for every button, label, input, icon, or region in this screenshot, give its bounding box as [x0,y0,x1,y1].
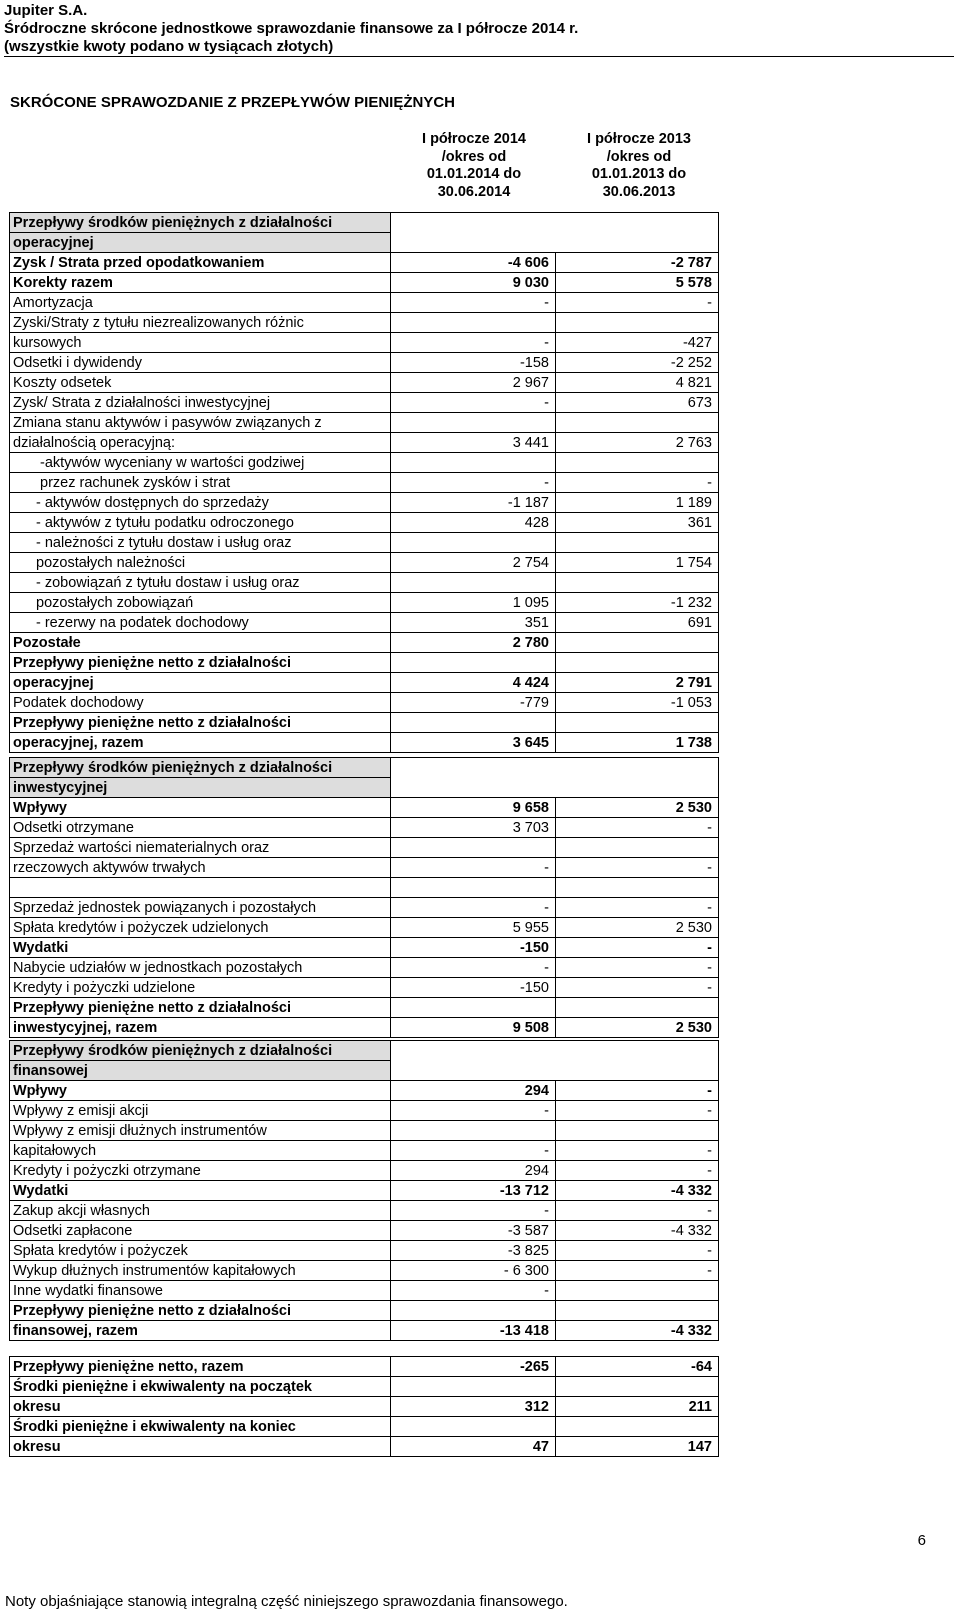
row-label: Zysk/ Strata z działalności inwestycyjnej [10,393,391,413]
row-label: Nabycie udziałów w jednostkach pozostałych [10,958,391,978]
value-h1-2013 [556,653,719,673]
table-row [10,1357,719,1377]
value-h1-2014 [391,878,556,898]
row-label: Wpływy z emisji dłużnych instrumentów [10,1121,391,1141]
section-heading-blank [391,758,719,798]
operating-cashflow-table [9,212,719,753]
table-row [10,473,719,493]
table-row [10,1261,719,1281]
value-h1-2013: 691 [556,613,719,633]
row-label: Odsetki i dywidendy [10,353,391,373]
row-label: Sprzedaż wartości niematerialnych oraz [10,838,391,858]
row-label: Wpływy z emisji akcji [10,1101,391,1121]
value-h1-2014: -779 [391,693,556,713]
value-h1-2013: - [556,1141,719,1161]
value-h1-2014: - [391,1101,556,1121]
row-label: Kredyty i pożyczki udzielone [10,978,391,998]
value-h1-2014: 294 [391,1161,556,1181]
value-h1-2014: 294 [391,1081,556,1101]
row-label: inwestycyjnej, razem [10,1018,391,1038]
value-h1-2013: - [556,1081,719,1101]
value-h1-2014 [391,1121,556,1141]
value-h1-2013: -1 053 [556,693,719,713]
row-label: -aktywów wyceniany w wartości godziwej [10,453,391,473]
table-row [10,553,719,573]
footer-note: Noty objaśniające stanowią integralną część niniejszego sprawozdania finansowego. [5,1593,568,1610]
table-row [10,633,719,653]
row-label: Wydatki [10,938,391,958]
row-label: Przepływy pieniężne netto, razem [10,1357,391,1377]
value-h1-2013: 2 763 [556,433,719,453]
value-h1-2013: - [556,978,719,998]
table-row [10,1201,719,1221]
table-row [10,693,719,713]
value-h1-2014: - 6 300 [391,1261,556,1281]
value-h1-2014 [391,1301,556,1321]
row-label: Zakup akcji własnych [10,1201,391,1221]
table-row [10,653,719,673]
row-label: - należności z tytułu dostaw i usług oraz [10,533,391,553]
table-row [10,818,719,838]
value-h1-2013: -64 [556,1357,719,1377]
row-label: Amortyzacja [10,293,391,313]
table-row [10,413,719,433]
row-label: Zyski/Straty z tytułu niezrealizowanych różnic [10,313,391,333]
value-h1-2013 [556,1281,719,1301]
row-label: pozostałych należności [10,553,391,573]
value-h1-2014 [391,1417,556,1437]
value-h1-2013 [556,413,719,433]
value-h1-2014: -150 [391,978,556,998]
row-label: Zmiana stanu aktywów i pasywów związanych z [10,413,391,433]
section-heading-row [10,213,719,233]
value-h1-2014: - [391,1201,556,1221]
column-header-line: 30.06.2013 [602,183,676,200]
row-label: Przepływy pieniężne netto z działalności [10,713,391,733]
table-row [10,1301,719,1321]
value-h1-2014: -150 [391,938,556,958]
value-h1-2014: 312 [391,1397,556,1417]
row-label: Spłata kredytów i pożyczek udzielonych [10,918,391,938]
row-label: - zobowiązań z tytułu dostaw i usług oraz [10,573,391,593]
value-h1-2014 [391,533,556,553]
column-header-line: /okres od [606,148,672,165]
table-row [10,1377,719,1397]
value-h1-2013: - [556,1161,719,1181]
value-h1-2013: 1 738 [556,733,719,753]
row-label: Przepływy pieniężne netto z działalności [10,1301,391,1321]
row-label: Sprzedaż jednostek powiązanych i pozostałych [10,898,391,918]
table-row [10,373,719,393]
value-h1-2013 [556,1377,719,1397]
value-h1-2014: 428 [391,513,556,533]
section-heading: operacyjnej [10,233,391,253]
row-label: Środki pieniężne i ekwiwalenty na początek [10,1377,391,1397]
value-h1-2014: - [391,333,556,353]
value-h1-2013: -1 232 [556,593,719,613]
value-h1-2013: 147 [556,1437,719,1457]
table-row [10,838,719,858]
value-h1-2013 [556,1417,719,1437]
value-h1-2013 [556,313,719,333]
value-h1-2014: -1 187 [391,493,556,513]
column-header-line: /okres od [441,148,507,165]
table-row [10,1281,719,1301]
table-row [10,353,719,373]
value-h1-2013 [556,633,719,653]
section-heading-blank [391,1041,719,1081]
section-heading-row [10,758,719,778]
row-label: kapitałowych [10,1141,391,1161]
value-h1-2013: -2 787 [556,253,719,273]
value-h1-2013: -2 252 [556,353,719,373]
value-h1-2014 [391,838,556,858]
table-row [10,978,719,998]
value-h1-2013: 5 578 [556,273,719,293]
table-row [10,1417,719,1437]
value-h1-2013: -427 [556,333,719,353]
row-label: okresu [10,1397,391,1417]
table-row [10,1018,719,1038]
value-h1-2014 [391,998,556,1018]
row-label: działalnością operacyjną: [10,433,391,453]
section-heading-row [10,1041,719,1061]
value-h1-2014: 5 955 [391,918,556,938]
row-label: Kredyty i pożyczki otrzymane [10,1161,391,1181]
table-row [10,938,719,958]
value-h1-2014: 9 030 [391,273,556,293]
column-header-line: I półrocze 2013 [587,131,691,147]
row-label: Wydatki [10,1181,391,1201]
value-h1-2014: - [391,473,556,493]
value-h1-2013: - [556,473,719,493]
value-h1-2014 [391,313,556,333]
row-label: - aktywów dostępnych do sprzedaży [10,493,391,513]
value-h1-2013 [556,573,719,593]
value-h1-2014: -4 606 [391,253,556,273]
value-h1-2014: - [391,1281,556,1301]
value-h1-2013 [556,998,719,1018]
value-h1-2013: 2 791 [556,673,719,693]
value-h1-2013: 2 530 [556,918,719,938]
value-h1-2013: 211 [556,1397,719,1417]
row-label: Wpływy [10,798,391,818]
value-h1-2013: -4 332 [556,1221,719,1241]
header-divider [4,56,954,57]
value-h1-2013: 4 821 [556,373,719,393]
section-heading: inwestycyjnej [10,778,391,798]
value-h1-2013 [556,453,719,473]
table-row [10,733,719,753]
page-header [4,2,954,56]
column-header-line: 30.06.2014 [437,183,511,200]
value-h1-2013: - [556,938,719,958]
value-h1-2013: 1 754 [556,553,719,573]
row-label: Wykup dłużnych instrumentów kapitałowych [10,1261,391,1281]
table-row [10,1161,719,1181]
table-row [10,533,719,553]
amounts-note: (wszystkie kwoty podano w tysiącach złotych) [4,38,334,55]
table-row [10,593,719,613]
row-label: Przepływy pieniężne netto z działalności [10,998,391,1018]
value-h1-2014 [391,1377,556,1397]
value-h1-2014: -13 418 [391,1321,556,1341]
table-row [10,1141,719,1161]
company-name: Jupiter S.A. [4,2,88,19]
section-heading: Przepływy środków pieniężnych z działalności [10,758,391,778]
value-h1-2014: -265 [391,1357,556,1377]
value-h1-2013: - [556,958,719,978]
table-row [10,798,719,818]
row-label: finansowej, razem [10,1321,391,1341]
table-row [10,513,719,533]
row-label: kursowych [10,333,391,353]
value-h1-2013: - [556,1101,719,1121]
row-label: Koszty odsetek [10,373,391,393]
value-h1-2014: - [391,898,556,918]
table-row [10,958,719,978]
row-label: Inne wydatki finansowe [10,1281,391,1301]
section-heading: Przepływy środków pieniężnych z działalności [10,213,391,233]
value-h1-2013: 2 530 [556,1018,719,1038]
value-h1-2014 [391,573,556,593]
table-row [10,1397,719,1417]
row-label: Odsetki zapłacone [10,1221,391,1241]
value-h1-2014: -158 [391,353,556,373]
table-row [10,453,719,473]
table-row [10,1081,719,1101]
table-row [10,493,719,513]
value-h1-2013: - [556,293,719,313]
table-row [10,1101,719,1121]
table-row [10,1181,719,1201]
report-name: Śródroczne skrócone jednostkowe sprawozdanie finansowe za I półrocze 2014 r. [4,20,579,37]
table-row [10,573,719,593]
value-h1-2014: 9 658 [391,798,556,818]
value-h1-2014 [391,713,556,733]
value-h1-2014: - [391,858,556,878]
value-h1-2014: 4 424 [391,673,556,693]
financing-cashflow-table [9,1040,719,1341]
value-h1-2013: - [556,1261,719,1281]
table-row [10,393,719,413]
value-h1-2014: - [391,958,556,978]
report-title: SKRÓCONE SPRAWOZDANIE Z PRZEPŁYWÓW PIENIĘŻNYCH [10,94,456,111]
value-h1-2013 [556,838,719,858]
row-label: Pozostałe [10,633,391,653]
column-header-line: 01.01.2014 do [426,166,522,182]
table-row [10,673,719,693]
row-label: Podatek dochodowy [10,693,391,713]
value-h1-2013: - [556,858,719,878]
table-row [10,1241,719,1261]
section-heading: finansowej [10,1061,391,1081]
value-h1-2013: 673 [556,393,719,413]
value-h1-2014: 3 645 [391,733,556,753]
value-h1-2014: 9 508 [391,1018,556,1038]
row-label: Przepływy pieniężne netto z działalności [10,653,391,673]
row-label: operacyjnej [10,673,391,693]
value-h1-2013: 1 189 [556,493,719,513]
summary-cashflow-table [9,1356,719,1457]
table-row [10,878,719,898]
value-h1-2013: - [556,1201,719,1221]
table-row [10,333,719,353]
row-label: Wpływy [10,1081,391,1101]
value-h1-2014 [391,653,556,673]
row-label: rzeczowych aktywów trwałych [10,858,391,878]
value-h1-2014: -13 712 [391,1181,556,1201]
table-row [10,253,719,273]
row-label [10,878,391,898]
row-label: Zysk / Strata przed opodatkowaniem [10,253,391,273]
value-h1-2014: 47 [391,1437,556,1457]
table-row [10,433,719,453]
value-h1-2014: - [391,1141,556,1161]
value-h1-2013 [556,878,719,898]
table-row [10,713,719,733]
value-h1-2014: -3 825 [391,1241,556,1261]
value-h1-2013: 2 530 [556,798,719,818]
table-row [10,273,719,293]
value-h1-2014: 2 967 [391,373,556,393]
value-h1-2013: 361 [556,513,719,533]
table-row [10,1221,719,1241]
row-label: pozostałych zobowiązań [10,593,391,613]
column-header-line: 01.01.2013 do [591,166,687,182]
table-row [10,1321,719,1341]
value-h1-2014: 2 754 [391,553,556,573]
value-h1-2014: 3 441 [391,433,556,453]
value-h1-2014: 351 [391,613,556,633]
column-header-2014 [386,131,562,201]
row-label: Środki pieniężne i ekwiwalenty na koniec [10,1417,391,1437]
investing-cashflow-table [9,757,719,1038]
value-h1-2013: - [556,818,719,838]
row-label: przez rachunek zysków i strat [10,473,391,493]
row-label: Korekty razem [10,273,391,293]
table-row [10,313,719,333]
value-h1-2013 [556,1301,719,1321]
table-row [10,918,719,938]
table-row [10,1121,719,1141]
table-row [10,1437,719,1457]
value-h1-2014: - [391,293,556,313]
column-header-line: I półrocze 2014 [422,131,526,147]
value-h1-2014 [391,413,556,433]
value-h1-2013 [556,1121,719,1141]
table-row [10,898,719,918]
value-h1-2014: 1 095 [391,593,556,613]
table-row [10,293,719,313]
column-header-2013 [551,131,727,201]
value-h1-2013: - [556,898,719,918]
value-h1-2013: -4 332 [556,1181,719,1201]
section-heading-blank [391,213,719,253]
row-label: okresu [10,1437,391,1457]
value-h1-2014: 3 703 [391,818,556,838]
row-label: operacyjnej, razem [10,733,391,753]
row-label: Odsetki otrzymane [10,818,391,838]
value-h1-2014: -3 587 [391,1221,556,1241]
value-h1-2013 [556,533,719,553]
page-number: 6 [917,1532,926,1549]
table-row [10,998,719,1018]
table-row [10,858,719,878]
value-h1-2013: - [556,1241,719,1261]
row-label: - rezerwy na podatek dochodowy [10,613,391,633]
value-h1-2013 [556,713,719,733]
value-h1-2014: 2 780 [391,633,556,653]
table-row [10,613,719,633]
row-label: - aktywów z tytułu podatku odroczonego [10,513,391,533]
section-heading: Przepływy środków pieniężnych z działalności [10,1041,391,1061]
value-h1-2014: - [391,393,556,413]
value-h1-2014 [391,453,556,473]
value-h1-2013: -4 332 [556,1321,719,1341]
row-label: Spłata kredytów i pożyczek [10,1241,391,1261]
